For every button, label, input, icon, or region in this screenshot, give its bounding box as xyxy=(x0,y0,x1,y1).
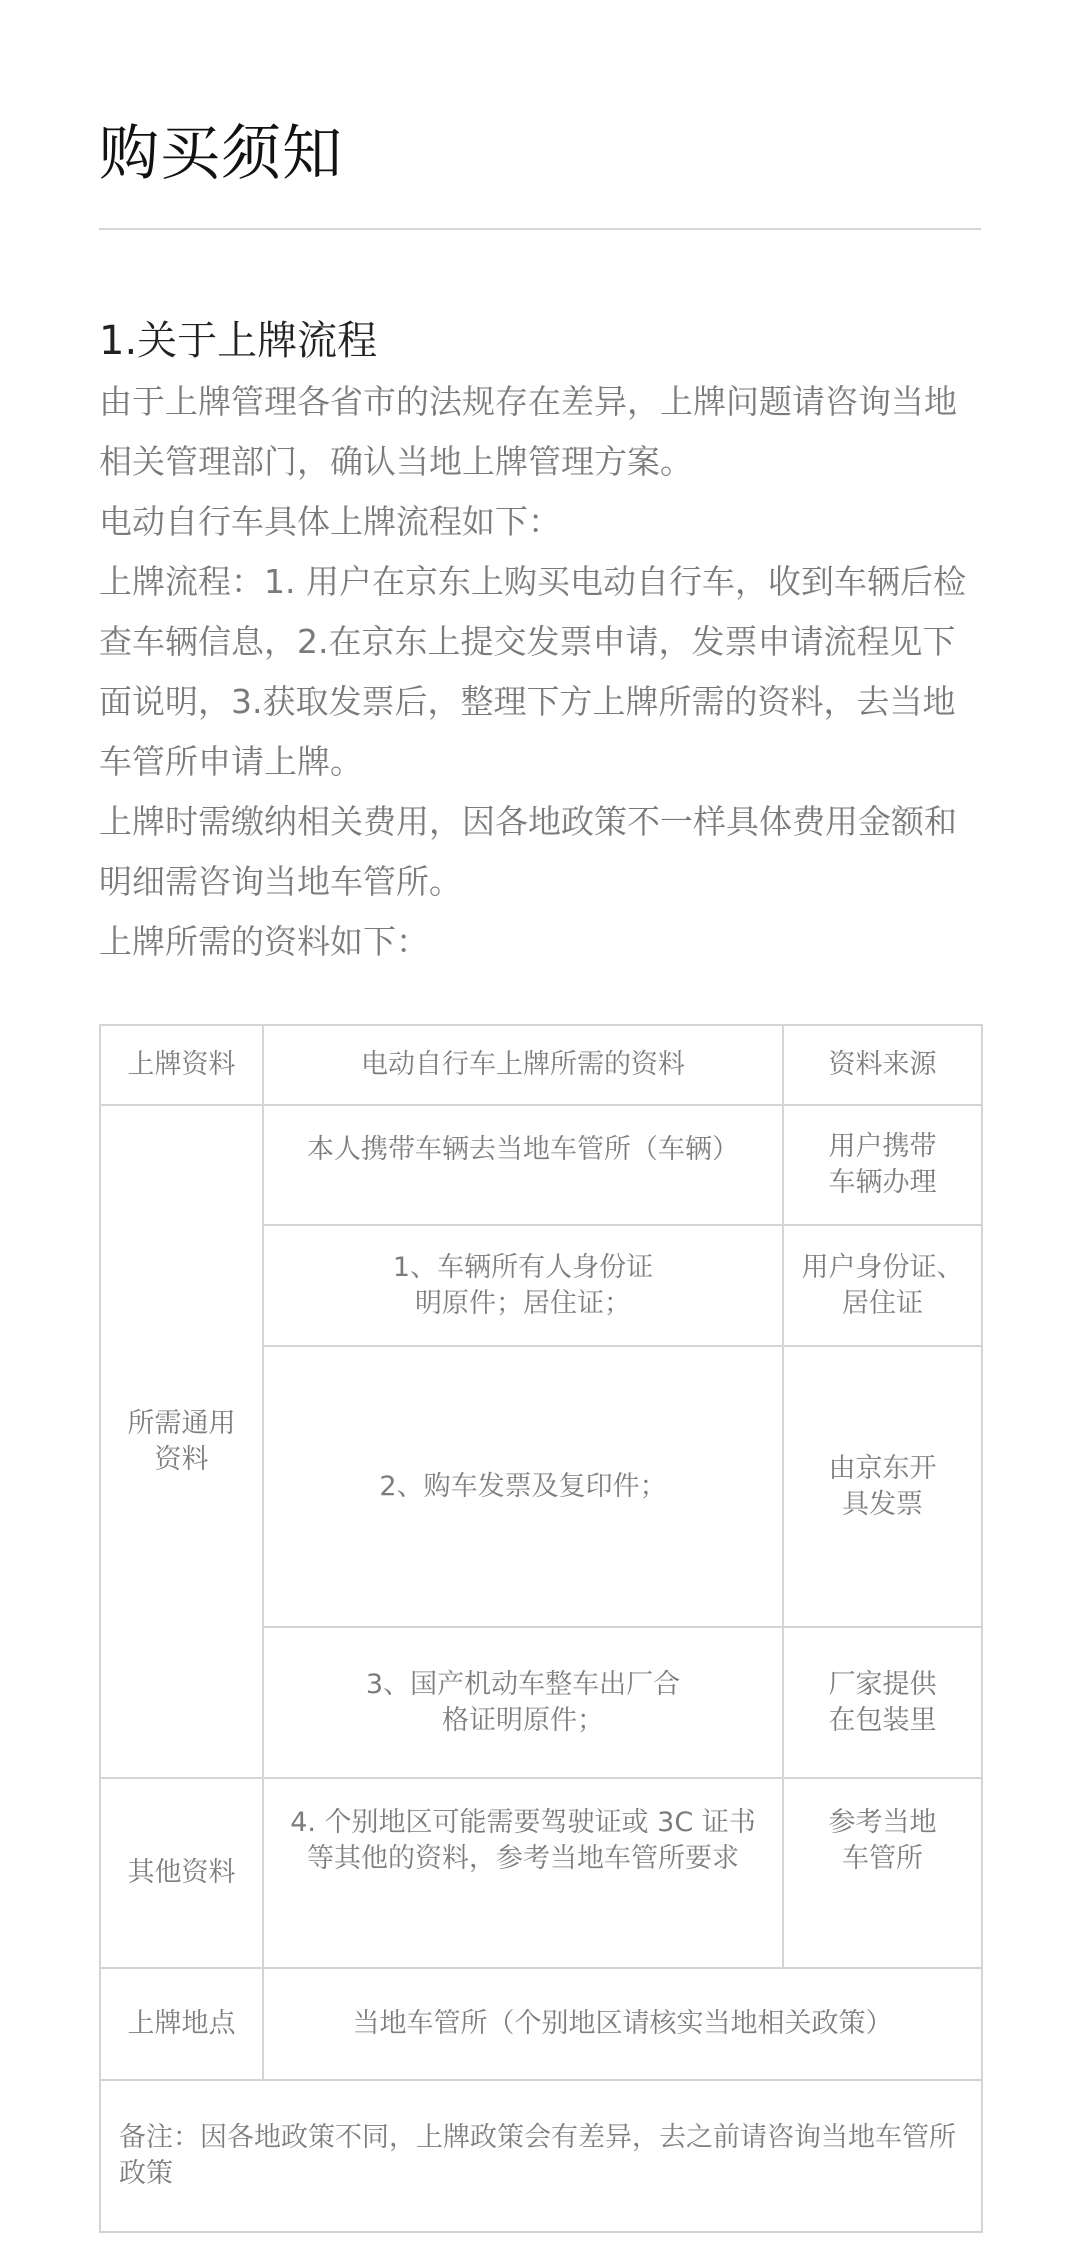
paragraph-fees: 上牌时需缴纳相关费用，因各地政策不一样具体费用金额和明细需咨询当地车管所。 xyxy=(99,802,957,901)
general-item-cell: 本人携带车辆去当地车管所（车辆） xyxy=(263,1105,783,1225)
section-heading: 1.关于上牌流程 xyxy=(99,318,378,364)
other-source-cell: 参考当地车管所 xyxy=(783,1778,982,1968)
table-header-row xyxy=(100,1025,982,1105)
header-required-materials: 电动自行车上牌所需的资料 xyxy=(263,1025,783,1105)
other-item-cell: 4. 个别地区可能需要驾驶证或 3C 证书等其他的资料，参考当地车管所要求 xyxy=(263,1778,783,1968)
paragraph-process-steps: 上牌流程：1. 用户在京东上购买电动自行车，收到车辆后检查车辆信息，2.在京东上提交发票申请，发票申请流程见下面说明，3.获取发票后，整理下方上牌所需的资料，去当地车管所申请上牌。 xyxy=(99,562,966,781)
general-source-cell: 由京东开具发票 xyxy=(783,1346,982,1627)
table-note: 备注：因各地政策不同，上牌政策会有差异，去之前请咨询当地车管所政策 xyxy=(100,2080,982,2232)
paragraph-materials-intro: 上牌所需的资料如下： xyxy=(99,922,429,961)
table-row xyxy=(100,1968,982,2080)
table-row xyxy=(100,1778,982,1968)
general-source-cell: 用户身份证、居住证 xyxy=(783,1225,982,1346)
table-row xyxy=(100,2080,982,2232)
general-source-cell: 用户携带车辆办理 xyxy=(783,1105,982,1225)
paragraph-process-intro: 电动自行车具体上牌流程如下： xyxy=(99,502,561,541)
paragraph-regulation: 由于上牌管理各省市的法规存在差异，上牌问题请咨询当地相关管理部门，确认当地上牌管理方案。 xyxy=(99,382,957,481)
general-item-cell: 2、购车发票及复印件； xyxy=(263,1346,783,1627)
general-item-cell: 1、车辆所有人身份证明原件；居住证； xyxy=(263,1225,783,1346)
title-divider xyxy=(99,228,981,230)
location-value: 当地车管所（个别地区请核实当地相关政策） xyxy=(263,1968,982,2080)
section-body xyxy=(99,372,981,972)
header-source: 资料来源 xyxy=(783,1025,982,1105)
other-label: 其他资料 xyxy=(100,1778,263,1968)
location-label: 上牌地点 xyxy=(100,1968,263,2080)
table-row xyxy=(100,1105,982,1225)
general-group-label xyxy=(100,1105,263,1778)
general-group-label-text: 所需通用资料 xyxy=(127,1407,236,1475)
page-title: 购买须知 xyxy=(99,119,343,189)
materials-table xyxy=(99,1024,983,2233)
general-source-cell: 厂家提供在包装里 xyxy=(783,1627,982,1778)
header-materials: 上牌资料 xyxy=(100,1025,263,1105)
general-item-cell: 3、国产机动车整车出厂合格证明原件； xyxy=(263,1627,783,1778)
